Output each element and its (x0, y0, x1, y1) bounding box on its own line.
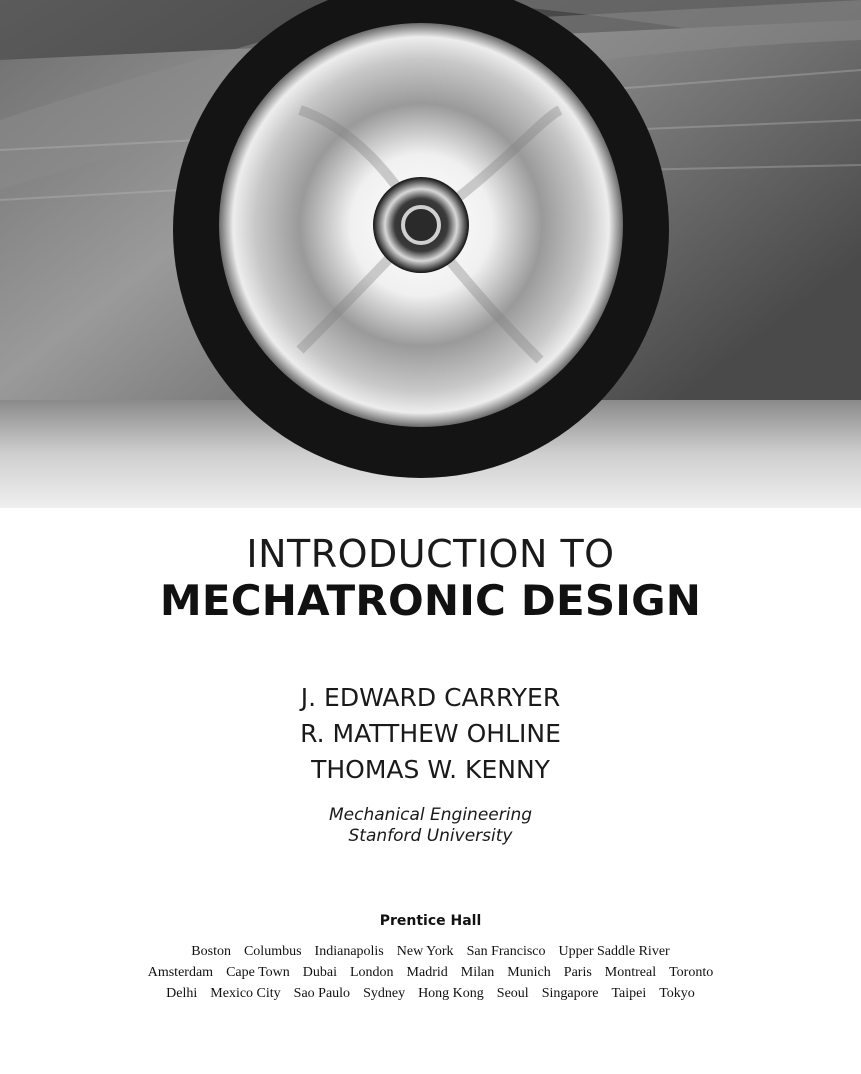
city: New York (396, 944, 454, 959)
city: Dubai (302, 965, 337, 980)
city: Amsterdam (147, 965, 214, 980)
city: Paris (563, 965, 592, 980)
city-list-row-1 (0, 944, 861, 960)
affiliation-university: Stanford University (348, 826, 513, 846)
city: Toronto (669, 965, 714, 980)
city: Columbus (243, 944, 302, 959)
city: London (349, 965, 394, 980)
cover-photo-car-wheel (0, 0, 861, 508)
city: Tokyo (659, 986, 695, 1001)
city: San Francisco (466, 944, 546, 959)
city: Milan (460, 965, 495, 980)
city: Cape Town (226, 965, 290, 980)
title-line-1: INTRODUCTION TO (246, 532, 615, 576)
city: Munich (507, 965, 551, 980)
city: Seoul (496, 986, 529, 1001)
affiliation-department: Mechanical Engineering (328, 805, 533, 825)
city: Taipei (611, 986, 647, 1001)
city: Upper Saddle River (558, 944, 670, 959)
city-list-row-3 (0, 986, 861, 1002)
city: Mexico City (210, 986, 281, 1001)
city: Montreal (604, 965, 657, 980)
city: Boston (191, 944, 231, 959)
author-2: R. MATTHEW OHLINE (300, 719, 561, 748)
city: Madrid (406, 965, 448, 980)
title-line-2: MECHATRONIC DESIGN (159, 576, 702, 625)
city: Sao Paulo (293, 986, 351, 1001)
author-1: J. EDWARD CARRYER (300, 683, 561, 712)
city: Hong Kong (418, 986, 484, 1001)
author-3: THOMAS W. KENNY (311, 755, 550, 784)
city: Indianapolis (314, 944, 384, 959)
publisher-name: Prentice Hall (379, 913, 482, 929)
city-list-row-2 (0, 965, 861, 981)
city: Singapore (541, 986, 599, 1001)
city: Delhi (166, 986, 198, 1001)
city: Sydney (363, 986, 406, 1001)
